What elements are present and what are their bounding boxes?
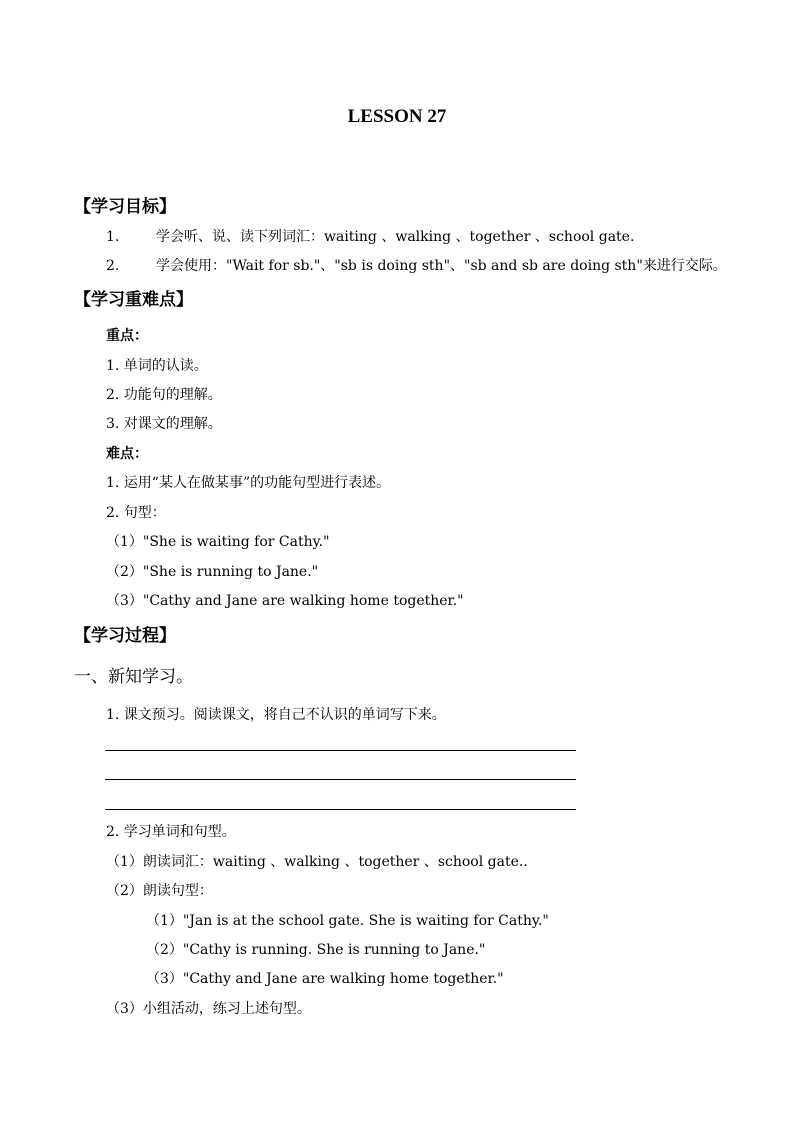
difficult-label: 难点： <box>106 446 148 462</box>
key-item-3: 3. 对课文的理解。 <box>106 416 222 432</box>
answer-line-3[interactable] <box>105 809 576 810</box>
sub-step-3: （3）小组活动，练习上述句型。 <box>106 1001 311 1017</box>
pattern-2: （2）"Cathy is running. She is running to Jane." <box>146 942 486 958</box>
pattern-1: （1）"Jan is at the school gate. She is waiting for Cathy." <box>146 913 549 929</box>
sentence-1: （1）"She is waiting for Cathy." <box>106 534 330 550</box>
objective-number: 1. <box>106 229 120 245</box>
answer-line-2[interactable] <box>105 779 576 780</box>
sentence-2: （2）"She is running to Jane." <box>106 564 319 580</box>
step-1: 1. 课文预习。阅读课文，将自己不认识的单词写下来。 <box>106 707 446 723</box>
pattern-3: （3）"Cathy and Jane are walking home together." <box>146 971 504 987</box>
objectives-heading: 【学习目标】 <box>74 197 176 217</box>
key-label: 重点： <box>106 328 148 344</box>
objective-text: 学会使用："Wait for sb."、"sb is doing sth"、"sb and sb are doing sth"来进行交际。 <box>156 258 727 274</box>
objective-text: 学会听、说、读下列词汇：waiting 、walking 、together 、school gate. <box>156 229 635 245</box>
difficult-item-2: 2. 句型： <box>106 505 166 521</box>
process-heading: 【学习过程】 <box>74 626 176 646</box>
sub-step-1: （1）朗读词汇：waiting 、walking 、together 、school gate.. <box>106 854 528 870</box>
key-item-2: 2. 功能句的理解。 <box>106 387 222 403</box>
difficult-item-1: 1. 运用“某人在做某事”的功能句型进行表述。 <box>106 475 391 491</box>
sub-step-2: （2）朗读句型： <box>106 883 213 899</box>
objective-item-1 <box>106 226 634 246</box>
key-item-1: 1. 单词的认读。 <box>106 358 208 374</box>
part1-heading: 一、新知学习。 <box>74 667 193 687</box>
objective-number: 2. <box>106 258 120 274</box>
answer-line-1[interactable] <box>105 750 576 751</box>
objective-item-2 <box>106 255 727 275</box>
sentence-3: （3）"Cathy and Jane are walking home together." <box>106 593 464 609</box>
step-2: 2. 学习单词和句型。 <box>106 824 236 840</box>
key-points-heading: 【学习重难点】 <box>74 290 193 310</box>
page-title: LESSON 27 <box>347 106 447 127</box>
